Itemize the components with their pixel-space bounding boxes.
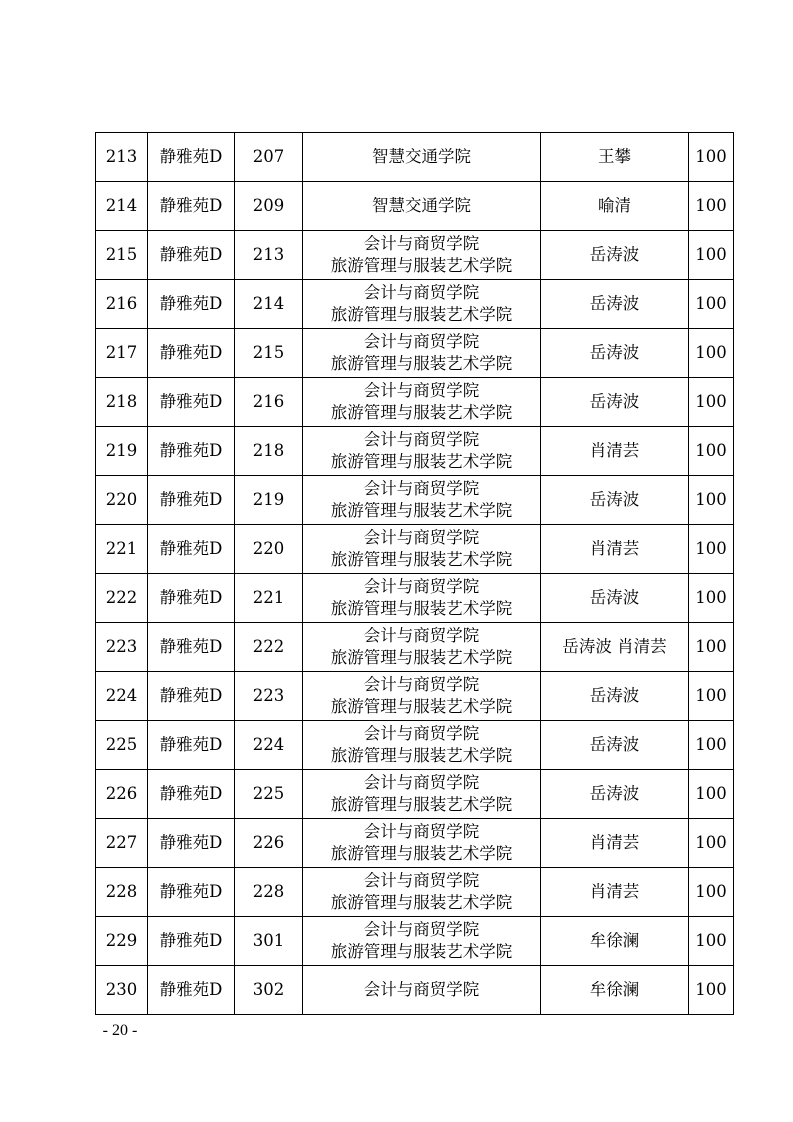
inspector-cell: 岳涛波 xyxy=(541,574,689,623)
college-cell xyxy=(303,868,541,917)
score-cell: 100 xyxy=(689,672,734,721)
college-cell xyxy=(303,476,541,525)
building-cell: 静雅苑D xyxy=(148,574,235,623)
college-name: 旅游管理与服装艺术学院 xyxy=(330,550,513,569)
room-number-cell: 225 xyxy=(235,770,303,819)
room-number-cell: 222 xyxy=(235,623,303,672)
dormitory-score-table xyxy=(95,132,734,1015)
room-number-cell: 209 xyxy=(235,182,303,231)
score-cell: 100 xyxy=(689,280,734,329)
building-cell: 静雅苑D xyxy=(148,868,235,917)
inspector-cell: 岳涛波 xyxy=(541,329,689,378)
inspector-cell: 岳涛波 xyxy=(541,280,689,329)
inspector-cell: 岳涛波 xyxy=(541,721,689,770)
building-cell: 静雅苑D xyxy=(148,133,235,182)
score-cell: 100 xyxy=(689,133,734,182)
college-name: 旅游管理与服装艺术学院 xyxy=(330,501,513,520)
table-row xyxy=(96,966,734,1015)
building-cell: 静雅苑D xyxy=(148,231,235,280)
building-cell: 静雅苑D xyxy=(148,623,235,672)
room-number-cell: 216 xyxy=(235,378,303,427)
college-name: 会计与商贸学院 xyxy=(363,871,480,890)
college-name: 旅游管理与服装艺术学院 xyxy=(330,746,513,765)
score-cell: 100 xyxy=(689,721,734,770)
table-row xyxy=(96,231,734,280)
inspector-cell: 岳涛波 肖清芸 xyxy=(541,623,689,672)
college-name: 会计与商贸学院 xyxy=(363,577,480,596)
college-cell xyxy=(303,280,541,329)
college-cell xyxy=(303,182,541,231)
score-cell: 100 xyxy=(689,917,734,966)
room-number-cell: 301 xyxy=(235,917,303,966)
college-name: 会计与商贸学院 xyxy=(363,332,480,351)
college-cell xyxy=(303,721,541,770)
table-body xyxy=(96,133,734,1015)
college-name: 旅游管理与服装艺术学院 xyxy=(330,452,513,471)
score-cell: 100 xyxy=(689,427,734,476)
college-name: 会计与商贸学院 xyxy=(363,528,480,547)
inspector-cell: 牟徐澜 xyxy=(541,966,689,1015)
college-name: 旅游管理与服装艺术学院 xyxy=(330,305,513,324)
inspector-cell: 岳涛波 xyxy=(541,476,689,525)
score-cell: 100 xyxy=(689,329,734,378)
room-number-cell: 221 xyxy=(235,574,303,623)
room-number-cell: 219 xyxy=(235,476,303,525)
inspector-cell: 王攀 xyxy=(541,133,689,182)
college-name: 旅游管理与服装艺术学院 xyxy=(330,844,513,863)
room-number-cell: 207 xyxy=(235,133,303,182)
score-cell: 100 xyxy=(689,182,734,231)
college-name: 旅游管理与服装艺术学院 xyxy=(330,697,513,716)
college-name: 旅游管理与服装艺术学院 xyxy=(330,256,513,275)
building-cell: 静雅苑D xyxy=(148,917,235,966)
table-row xyxy=(96,868,734,917)
row-index-cell: 229 xyxy=(96,917,148,966)
college-name: 旅游管理与服装艺术学院 xyxy=(330,648,513,667)
college-cell xyxy=(303,770,541,819)
row-index-cell: 230 xyxy=(96,966,148,1015)
building-cell: 静雅苑D xyxy=(148,672,235,721)
college-cell xyxy=(303,525,541,574)
college-name: 会计与商贸学院 xyxy=(363,675,480,694)
inspector-cell: 牟徐澜 xyxy=(541,917,689,966)
building-cell: 静雅苑D xyxy=(148,378,235,427)
score-cell: 100 xyxy=(689,966,734,1015)
room-number-cell: 214 xyxy=(235,280,303,329)
college-cell xyxy=(303,819,541,868)
table-row xyxy=(96,133,734,182)
college-name: 会计与商贸学院 xyxy=(363,822,480,841)
score-cell: 100 xyxy=(689,819,734,868)
college-name: 旅游管理与服装艺术学院 xyxy=(330,795,513,814)
college-cell xyxy=(303,966,541,1015)
room-number-cell: 223 xyxy=(235,672,303,721)
college-name: 会计与商贸学院 xyxy=(363,626,480,645)
college-name: 旅游管理与服装艺术学院 xyxy=(330,354,513,373)
building-cell: 静雅苑D xyxy=(148,280,235,329)
room-number-cell: 215 xyxy=(235,329,303,378)
college-name: 会计与商贸学院 xyxy=(363,430,480,449)
table-row xyxy=(96,672,734,721)
college-cell xyxy=(303,231,541,280)
inspector-cell: 喻清 xyxy=(541,182,689,231)
college-name: 旅游管理与服装艺术学院 xyxy=(330,893,513,912)
room-number-cell: 218 xyxy=(235,427,303,476)
building-cell: 静雅苑D xyxy=(148,427,235,476)
row-index-cell: 219 xyxy=(96,427,148,476)
table-row xyxy=(96,770,734,819)
row-index-cell: 227 xyxy=(96,819,148,868)
college-cell xyxy=(303,133,541,182)
college-cell xyxy=(303,574,541,623)
college-name: 旅游管理与服装艺术学院 xyxy=(330,599,513,618)
row-index-cell: 220 xyxy=(96,476,148,525)
college-name: 智慧交通学院 xyxy=(372,196,471,215)
table-row xyxy=(96,917,734,966)
row-index-cell: 217 xyxy=(96,329,148,378)
score-cell: 100 xyxy=(689,378,734,427)
building-cell: 静雅苑D xyxy=(148,770,235,819)
room-number-cell: 302 xyxy=(235,966,303,1015)
row-index-cell: 222 xyxy=(96,574,148,623)
table-row xyxy=(96,280,734,329)
college-cell xyxy=(303,378,541,427)
row-index-cell: 225 xyxy=(96,721,148,770)
building-cell: 静雅苑D xyxy=(148,721,235,770)
college-name: 旅游管理与服装艺术学院 xyxy=(330,942,513,961)
college-cell xyxy=(303,917,541,966)
college-name: 会计与商贸学院 xyxy=(363,283,480,302)
row-index-cell: 218 xyxy=(96,378,148,427)
table-row xyxy=(96,329,734,378)
row-index-cell: 214 xyxy=(96,182,148,231)
room-number-cell: 224 xyxy=(235,721,303,770)
score-cell: 100 xyxy=(689,868,734,917)
college-name: 会计与商贸学院 xyxy=(363,980,480,999)
page-number: - 20 - xyxy=(102,1022,138,1039)
table-row xyxy=(96,721,734,770)
inspector-cell: 肖清芸 xyxy=(541,427,689,476)
college-name: 会计与商贸学院 xyxy=(363,773,480,792)
row-index-cell: 223 xyxy=(96,623,148,672)
inspector-cell: 肖清芸 xyxy=(541,819,689,868)
table-row xyxy=(96,525,734,574)
college-name: 会计与商贸学院 xyxy=(363,479,480,498)
score-cell: 100 xyxy=(689,525,734,574)
building-cell: 静雅苑D xyxy=(148,476,235,525)
building-cell: 静雅苑D xyxy=(148,329,235,378)
college-name: 会计与商贸学院 xyxy=(363,920,480,939)
building-cell: 静雅苑D xyxy=(148,182,235,231)
building-cell: 静雅苑D xyxy=(148,525,235,574)
college-name: 会计与商贸学院 xyxy=(363,234,480,253)
room-number-cell: 213 xyxy=(235,231,303,280)
inspector-cell: 岳涛波 xyxy=(541,231,689,280)
score-cell: 100 xyxy=(689,623,734,672)
college-name: 会计与商贸学院 xyxy=(363,381,480,400)
table-row xyxy=(96,182,734,231)
inspector-cell: 肖清芸 xyxy=(541,525,689,574)
college-cell xyxy=(303,329,541,378)
score-cell: 100 xyxy=(689,476,734,525)
row-index-cell: 221 xyxy=(96,525,148,574)
college-cell xyxy=(303,672,541,721)
room-number-cell: 220 xyxy=(235,525,303,574)
inspector-cell: 岳涛波 xyxy=(541,672,689,721)
college-name: 会计与商贸学院 xyxy=(363,724,480,743)
inspector-cell: 岳涛波 xyxy=(541,378,689,427)
score-cell: 100 xyxy=(689,231,734,280)
table-row xyxy=(96,427,734,476)
row-index-cell: 216 xyxy=(96,280,148,329)
inspector-cell: 岳涛波 xyxy=(541,770,689,819)
row-index-cell: 226 xyxy=(96,770,148,819)
building-cell: 静雅苑D xyxy=(148,966,235,1015)
score-cell: 100 xyxy=(689,770,734,819)
college-cell xyxy=(303,427,541,476)
table-row xyxy=(96,476,734,525)
table-row xyxy=(96,574,734,623)
college-cell xyxy=(303,623,541,672)
inspector-cell: 肖清芸 xyxy=(541,868,689,917)
score-cell: 100 xyxy=(689,574,734,623)
table-row xyxy=(96,378,734,427)
table-row xyxy=(96,623,734,672)
college-name: 旅游管理与服装艺术学院 xyxy=(330,403,513,422)
row-index-cell: 228 xyxy=(96,868,148,917)
building-cell: 静雅苑D xyxy=(148,819,235,868)
room-number-cell: 226 xyxy=(235,819,303,868)
row-index-cell: 224 xyxy=(96,672,148,721)
row-index-cell: 215 xyxy=(96,231,148,280)
row-index-cell: 213 xyxy=(96,133,148,182)
table-row xyxy=(96,819,734,868)
room-number-cell: 228 xyxy=(235,868,303,917)
college-name: 智慧交通学院 xyxy=(372,147,471,166)
